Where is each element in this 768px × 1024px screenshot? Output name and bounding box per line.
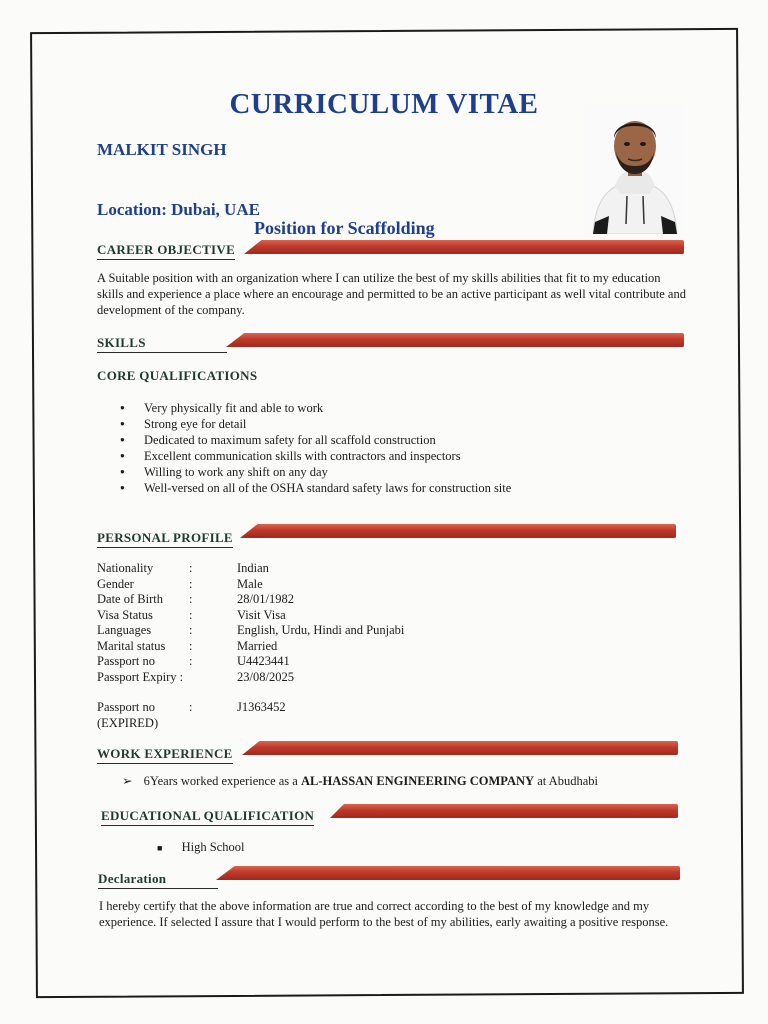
- profile-row: Marital status : Married: [97, 638, 278, 653]
- marital-status-value: Married: [237, 638, 278, 653]
- profile-row: Visa Status : Visit Visa: [97, 607, 286, 622]
- candidate-location: Location: Dubai, UAE: [97, 200, 260, 219]
- section-bar: [240, 524, 676, 538]
- work-experience-heading: WORK EXPERIENCE: [97, 746, 233, 764]
- languages-value: English, Urdu, Hindi and Punjabi: [237, 623, 405, 637]
- list-item: ● Dedicated to maximum safety for all scaffold construction: [116, 432, 676, 448]
- expired-passport-value: J1363452: [237, 700, 286, 714]
- profile-row: Passport Expiry : 23/08/2025: [97, 669, 294, 684]
- applied-position: Position for Scaffolding: [254, 218, 435, 238]
- list-item: ● Excellent communication skills with contractors and inspectors: [116, 448, 676, 464]
- company-name: AL-HASSAN ENGINEERING COMPANY: [300, 774, 535, 788]
- profile-row: Date of Birth : 28/01/1982: [97, 592, 294, 606]
- list-item: ● Strong eye for detail: [116, 416, 676, 432]
- list-item: ● Willing to work any shift on any day: [116, 464, 676, 480]
- profile-row: Languages : English, Urdu, Hindi and Punjabi: [97, 623, 405, 637]
- personal-profile-table: [97, 561, 517, 731]
- nationality-value: Indian: [237, 561, 269, 575]
- section-bar: [216, 866, 680, 880]
- education-heading: EDUCATIONAL QUALIFICATION: [101, 808, 314, 826]
- visa-status-value: Visit Visa: [237, 607, 286, 622]
- profile-row: Passport no : J1363452: [97, 700, 286, 714]
- education-item: ■ High School: [157, 840, 245, 854]
- profile-row: Gender : Male: [97, 576, 263, 591]
- declaration-heading: Declaration: [98, 871, 218, 889]
- section-bar: [226, 333, 684, 347]
- declaration-text: I hereby certify that the above information are true and correct according to the best of my knowledge and my experience. If selected I assure that I would perform to the best of my abilities, early awaiting a positive response.: [99, 899, 669, 929]
- passport-no-value: U4423441: [237, 654, 290, 668]
- person-photo-icon: [585, 104, 685, 234]
- gender-value: Male: [237, 576, 263, 591]
- section-bar: [330, 804, 678, 818]
- personal-profile-heading: PERSONAL PROFILE: [97, 530, 233, 548]
- square-bullet-icon: ■: [157, 843, 163, 853]
- candidate-name: MALKIT SINGH: [97, 140, 227, 159]
- dob-value: 28/01/1982: [237, 592, 294, 606]
- profile-photo: [585, 104, 685, 234]
- document-title: CURRICULUM VITAE: [229, 88, 539, 120]
- profile-row: Passport no : U4423441: [97, 654, 290, 668]
- arrow-bullet-icon: ➢: [122, 774, 133, 788]
- skills-heading: SKILLS: [97, 335, 227, 353]
- list-item: ● Very physically fit and able to work: [116, 400, 676, 416]
- core-qualifications-heading: CORE QUALIFICATIONS: [97, 368, 258, 383]
- passport-expiry-value: 23/08/2025: [237, 669, 294, 684]
- work-experience-text: ➢ 6Years worked experience as a AL-HASSAN ENGINEERING COMPANY at Abudhabi: [122, 774, 598, 788]
- skills-list: [116, 400, 676, 496]
- profile-row: (EXPIRED): [97, 715, 159, 730]
- career-objective-heading: CAREER OBJECTIVE: [97, 242, 235, 260]
- section-bar: [244, 240, 684, 254]
- career-objective-text: A Suitable position with an organization where I can utilize the best of my skills abilities that fit to my education skills and experience a place where an encourage and permitted to be an active participant as well vital contribute and development of the company.: [97, 271, 686, 317]
- section-bar: [242, 741, 678, 755]
- profile-row: Nationality : Indian: [97, 561, 269, 575]
- list-item: ● Well-versed on all of the OSHA standard safety laws for construction site: [116, 480, 676, 496]
